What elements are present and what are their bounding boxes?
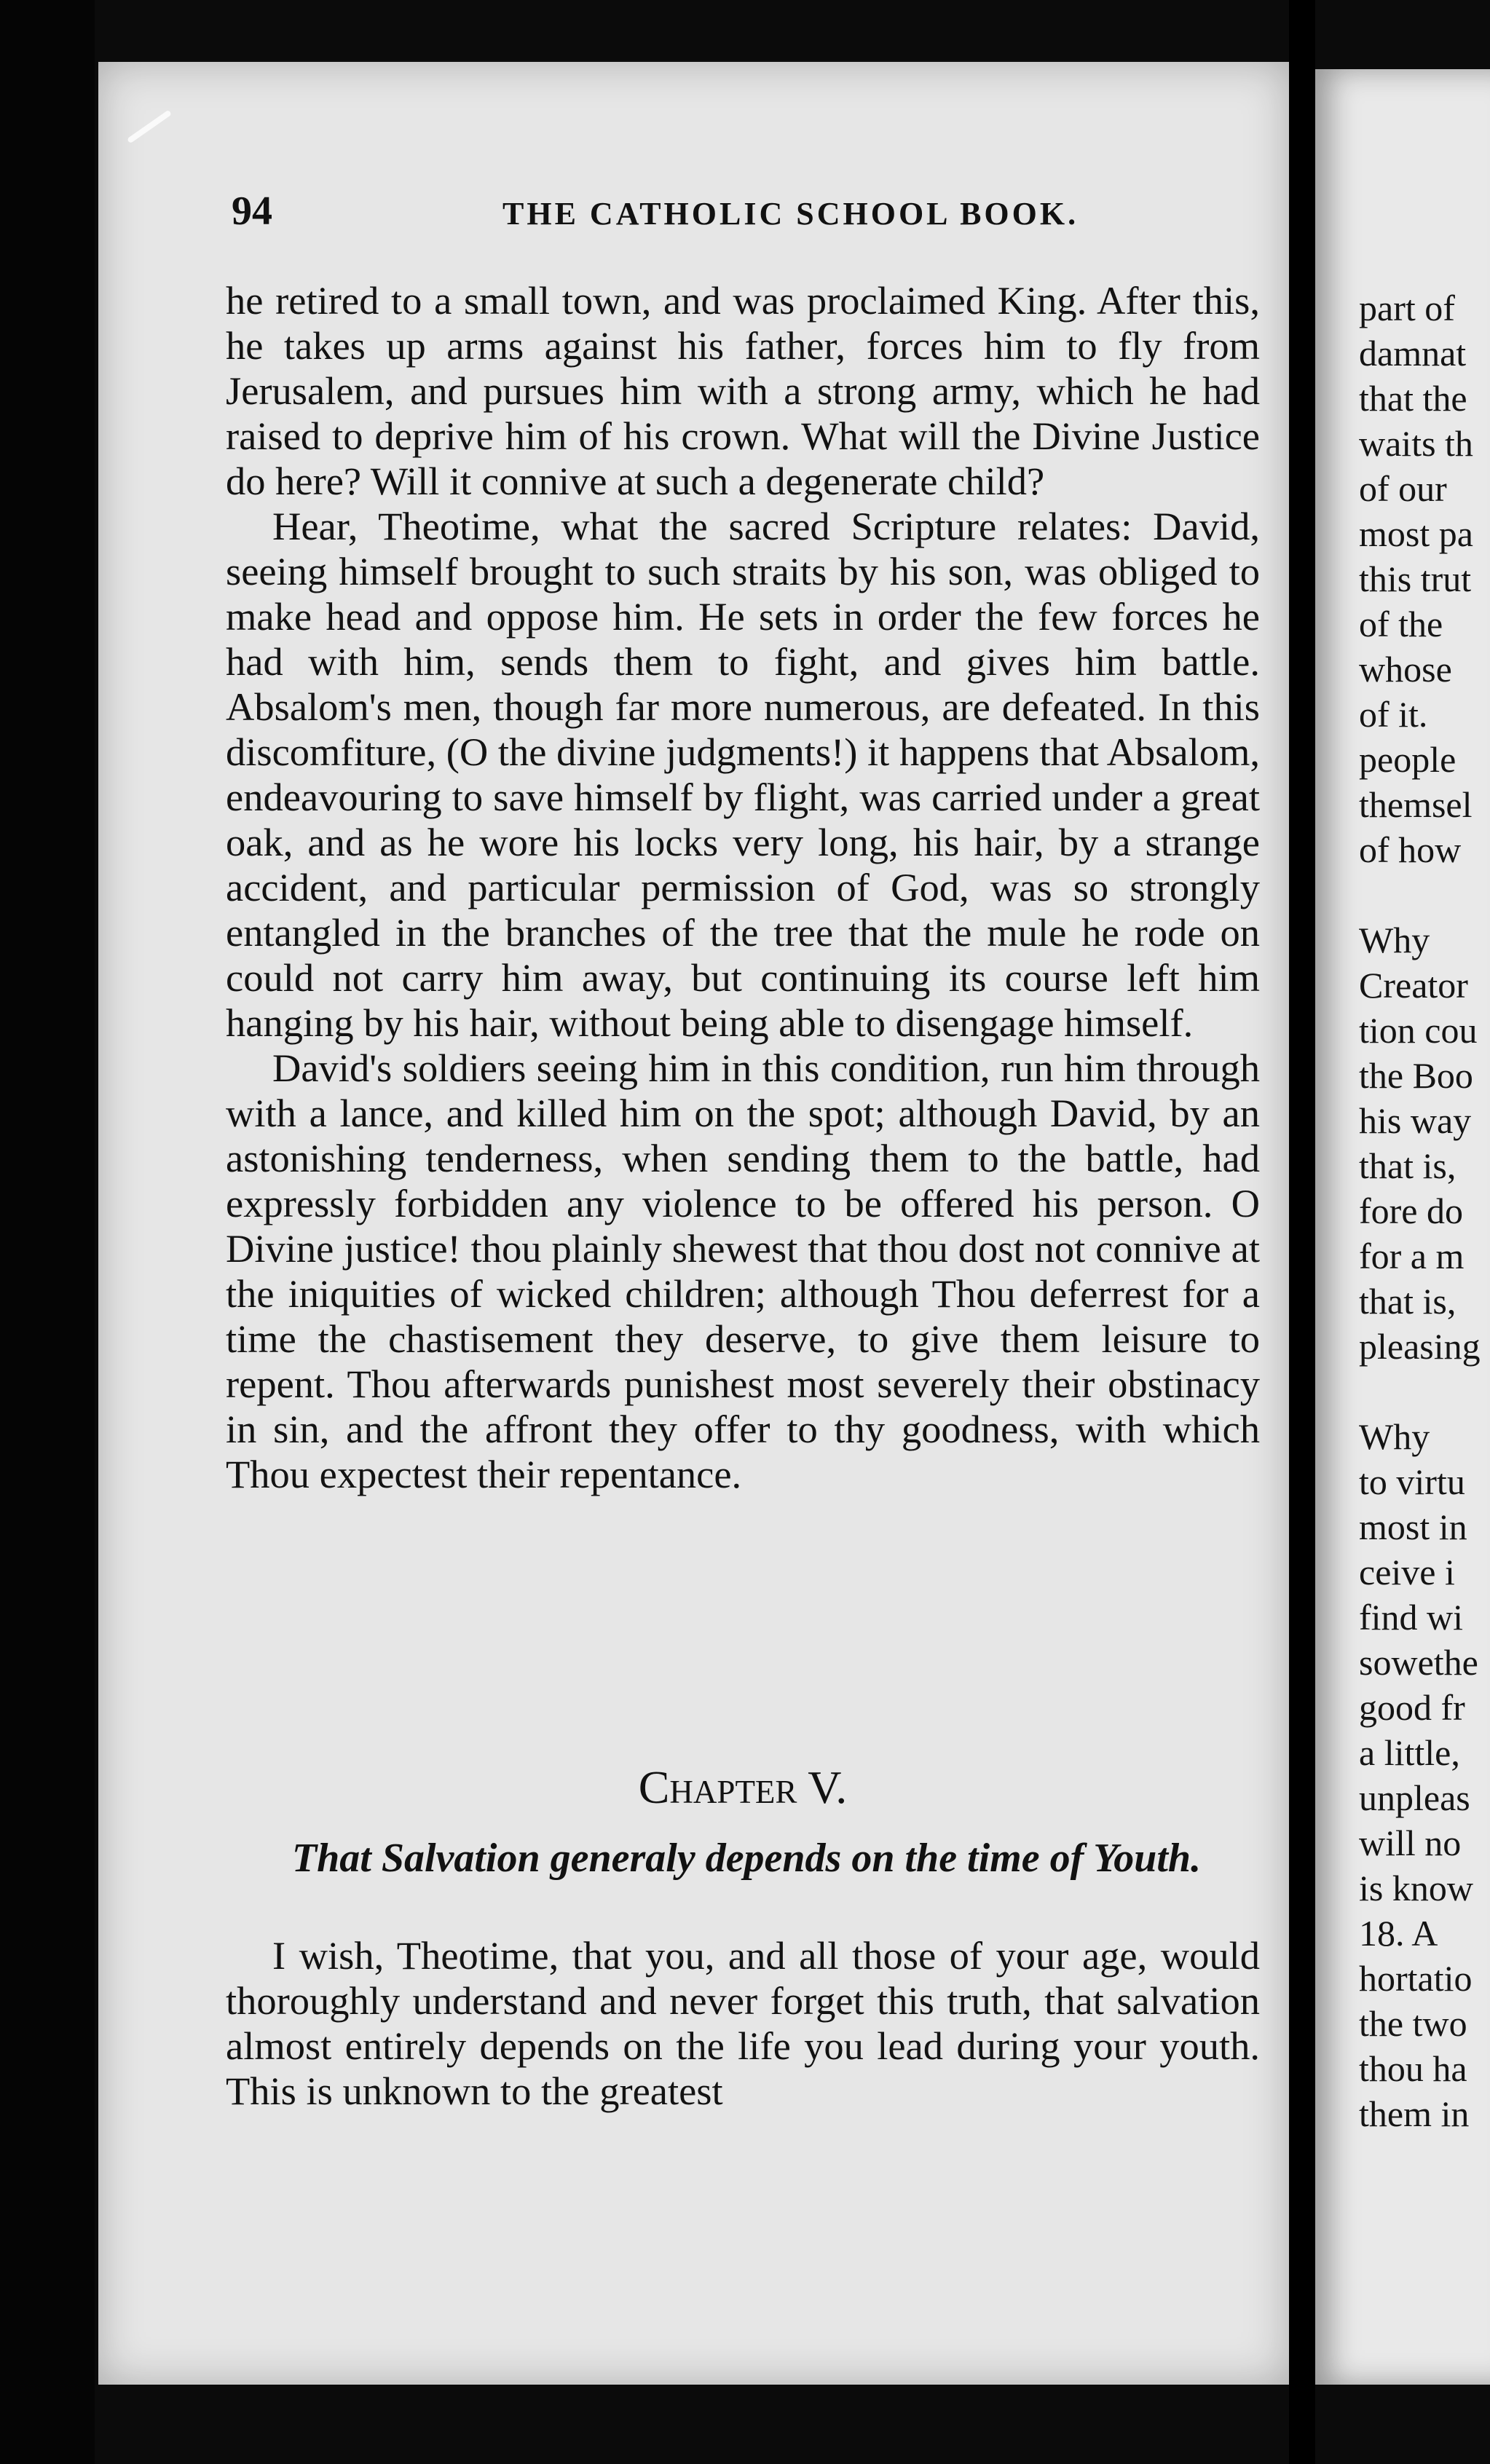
chapter-subtitle: That Salvation generaly depends on the time of Youth.	[291, 1836, 1202, 1881]
right-page-line: the two	[1359, 2003, 1467, 2044]
right-page-line: this trut	[1359, 558, 1472, 599]
right-page-line: that is,	[1359, 1281, 1457, 1322]
right-page-line: damnat	[1359, 333, 1467, 374]
right-page-line: thou ha	[1359, 2048, 1467, 2089]
right-page-line: of how	[1359, 829, 1462, 870]
chapter-heading: Chapter V.	[638, 1761, 848, 1813]
right-page-line: sowethe	[1359, 1642, 1478, 1683]
right-page-line: Creator	[1359, 965, 1468, 1006]
right-page-line: tion cou	[1359, 1010, 1478, 1051]
right-page-line: most pa	[1359, 513, 1473, 554]
book-page-right	[1315, 69, 1490, 2385]
right-page-line: themsel	[1359, 784, 1473, 825]
chapter-paragraph: I wish, Theotime, that you, and all those of your age, would thoroughly understand and never forget this truth, that salvation almost entirely depends on the life you lead during your youth. This is unknown to the greatest	[226, 1933, 1260, 2113]
page-number: 94	[232, 189, 272, 234]
right-page-gap	[1359, 1369, 1490, 1414]
right-page-line: Why	[1359, 920, 1430, 960]
right-page-line: the Boo	[1359, 1055, 1473, 1096]
page-header	[131, 188, 1267, 246]
paragraph-3: David's soldiers seeing him in this condition, run him through with a lance, and killed him on the spot; although David, by an astonishing tenderness, when sending them to the battle, had expressly forbidden any violence to be offered his person. O Divine justice! thou plainly shewest that thou dost not connive at the iniquities of wicked children; although Thou deferrest for a time the chastisement they deserve, to give them leisure to repent. Thou afterwards punishest most severely their obstinacy in sin, and the affront they offer to thy goodness, with which Thou expectest their repentance.	[226, 1046, 1260, 1496]
right-page-line: his way	[1359, 1100, 1472, 1141]
right-page-line: pleasing	[1359, 1326, 1481, 1367]
right-page-line: whose	[1359, 649, 1452, 690]
right-page-line: part of	[1359, 288, 1455, 328]
paragraph-1: he retired to a small town, and was proclaimed King. After this, he takes up arms against his father, forces him to fly from Jerusalem, and pursues him with a strong army, which he had raised to deprive him of his crown. What will the Divine Justice do here? Will it connive at such a degenerate child?	[226, 278, 1260, 503]
right-page-line: ceive i	[1359, 1552, 1455, 1592]
right-page-line: that is,	[1359, 1145, 1457, 1186]
book-gutter	[1289, 0, 1315, 2464]
right-page-line: fore do	[1359, 1190, 1463, 1231]
paragraph-2: Hear, Theotime, what the sacred Scripture relates: David, seeing himself brought to such straits by his son, was obliged to make head and oppose him. He sets in order the few forces he had with him, sends them to fight, and gives him battle. Absalom's men, though far more numerous, are defeated. In this discomfiture, (O the divine judgments!) it happens that Absalom, endeavouring to save himself by flight, was carried under a great oak, and as he wore his locks very long, his hair, by a strange accident, and particular permission of God, was so strongly entangled in the branches of the tree that the mule he rode on could not carry him away, but continuing its course left him hanging by his hair, without being able to disengage himself.	[226, 504, 1260, 1045]
running-head: THE CATHOLIC SCHOOL BOOK.	[502, 196, 1079, 232]
right-page-line: of the	[1359, 604, 1443, 644]
right-page-line: is know	[1359, 1868, 1473, 1908]
right-page-line: for a m	[1359, 1236, 1465, 1276]
right-page-line: of it.	[1359, 694, 1428, 735]
right-page-line: a little,	[1359, 1732, 1460, 1773]
right-page-line: most in	[1359, 1507, 1467, 1547]
right-page-line: Why	[1359, 1416, 1430, 1457]
right-page-line: 18. A	[1359, 1913, 1438, 1954]
right-page-line: to virtu	[1359, 1461, 1465, 1502]
right-page-line: unpleas	[1359, 1777, 1470, 1818]
right-page-line: hortatio	[1359, 1958, 1473, 1999]
right-page-line: find wi	[1359, 1597, 1464, 1638]
body-text	[226, 278, 1260, 1497]
chapter-text	[226, 1933, 1260, 2114]
right-page-gap	[1359, 872, 1490, 917]
right-page-line: waits th	[1359, 423, 1473, 464]
right-page-line: that the	[1359, 378, 1467, 419]
scan-border-left	[0, 0, 95, 2464]
right-page-line: good fr	[1359, 1687, 1465, 1728]
right-page-line: of our	[1359, 468, 1447, 509]
right-page-text	[1359, 285, 1490, 2136]
right-page-line: will no	[1359, 1823, 1462, 1863]
right-page-line: them in	[1359, 2093, 1470, 2134]
right-page-line: people	[1359, 739, 1457, 780]
